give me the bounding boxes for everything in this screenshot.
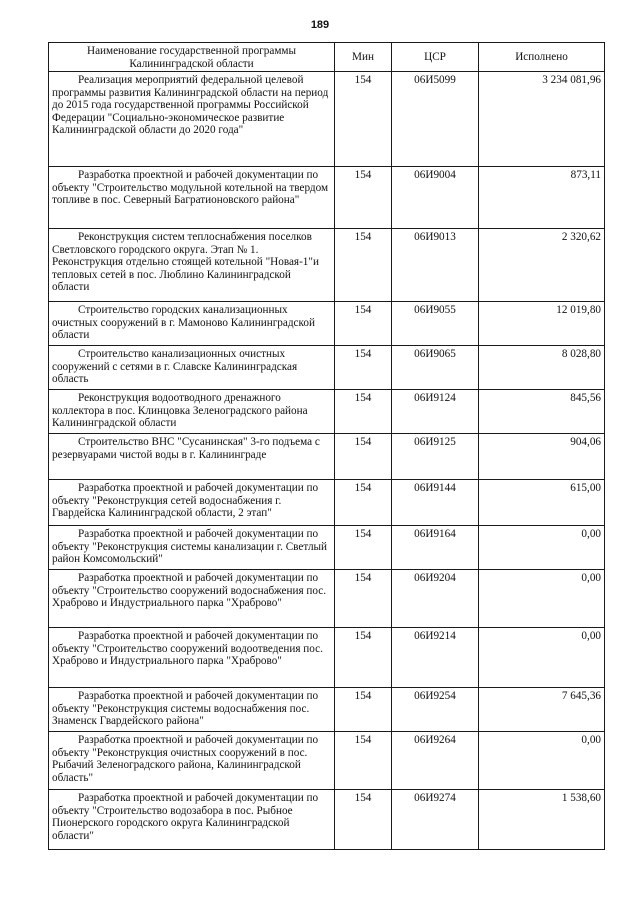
row-executed: 7 645,36 <box>479 688 605 732</box>
table-header-row <box>49 43 605 72</box>
row-ministry: 154 <box>335 229 392 302</box>
row-target-code: 06И9164 <box>392 526 479 570</box>
table-row <box>49 390 605 434</box>
table-row <box>49 790 605 850</box>
row-program-name: Разработка проектной и рабочей документации по объекту "Реконструкция системы водоснабжения пос. Знаменск Гвардейского района" <box>49 688 335 732</box>
row-executed: 0,00 <box>479 526 605 570</box>
table-row <box>49 346 605 390</box>
row-ministry: 154 <box>335 434 392 480</box>
row-target-code: 06И9125 <box>392 434 479 480</box>
row-target-code: 06И9204 <box>392 570 479 628</box>
row-executed: 3 234 081,96 <box>479 72 605 167</box>
row-ministry: 154 <box>335 688 392 732</box>
row-ministry: 154 <box>335 480 392 526</box>
header-ministry: Мин <box>335 43 392 72</box>
row-program-name: Реконструкция систем теплоснабжения поселков Светловского городского округа. Этап № 1. Реконструкция отдельно стоящей котельной "Новая-1"и тепловых сетей в пос. Люблино Калининградской области <box>49 229 335 302</box>
table-row <box>49 688 605 732</box>
row-program-name: Разработка проектной и рабочей документации по объекту "Строительство сооружений водоснабжения пос. Храброво и Индустриального парка "Храброво" <box>49 570 335 628</box>
row-program-name: Разработка проектной и рабочей документации по объекту "Реконструкция сетей водоснабжения г. Гвардейска Калининградской области, 2 этап" <box>49 480 335 526</box>
row-program-name: Строительство ВНС "Сусанинская" 3-го подъема с резервуарами чистой воды в г. Калининграде <box>49 434 335 480</box>
row-target-code: 06И9004 <box>392 167 479 229</box>
row-target-code: 06И9144 <box>392 480 479 526</box>
row-program-name: Разработка проектной и рабочей документации по объекту "Строительство модульной котельной на твердом топливе в пос. Северный Багратионовского района" <box>49 167 335 229</box>
row-executed: 0,00 <box>479 732 605 790</box>
row-executed: 2 320,62 <box>479 229 605 302</box>
row-ministry: 154 <box>335 526 392 570</box>
row-target-code: 06И9254 <box>392 688 479 732</box>
row-executed: 904,06 <box>479 434 605 480</box>
table-row <box>49 526 605 570</box>
table-row <box>49 480 605 526</box>
row-ministry: 154 <box>335 72 392 167</box>
row-ministry: 154 <box>335 167 392 229</box>
row-ministry: 154 <box>335 570 392 628</box>
row-executed: 845,56 <box>479 390 605 434</box>
row-executed: 0,00 <box>479 628 605 688</box>
row-program-name: Разработка проектной и рабочей документации по объекту "Строительство сооружений водоотведения пос. Храброво и Индустриального парка "Храброво" <box>49 628 335 688</box>
row-program-name: Строительство канализационных очистных сооружений с сетями в г. Славске Калининградская область <box>49 346 335 390</box>
row-program-name: Реконструкция водоотводного дренажного коллектора в пос. Клинцовка Зеленоградского района Калининградской области <box>49 390 335 434</box>
row-ministry: 154 <box>335 790 392 850</box>
table-row <box>49 167 605 229</box>
row-program-name: Реализация мероприятий федеральной целевой программы развития Калининградской области на период до 2015 года государственной программы Российской Федерации "Социально-экономическое развитие Калининградской области до 2020 года" <box>49 72 335 167</box>
header-target-code: ЦСР <box>392 43 479 72</box>
row-target-code: 06И9013 <box>392 229 479 302</box>
row-target-code: 06И5099 <box>392 72 479 167</box>
row-target-code: 06И9065 <box>392 346 479 390</box>
row-target-code: 06И9214 <box>392 628 479 688</box>
table-row <box>49 302 605 346</box>
header-executed: Исполнено <box>479 43 605 72</box>
row-target-code: 06И9264 <box>392 732 479 790</box>
row-program-name: Строительство городских канализационных очистных сооружений в г. Мамоново Калининградской области <box>49 302 335 346</box>
header-program-name: Наименование государственной программы Калининградской области <box>49 43 335 72</box>
row-executed: 1 538,60 <box>479 790 605 850</box>
page-number: 189 <box>310 19 330 31</box>
row-target-code: 06И9274 <box>392 790 479 850</box>
table-row <box>49 570 605 628</box>
row-target-code: 06И9124 <box>392 390 479 434</box>
row-executed: 0,00 <box>479 570 605 628</box>
row-executed: 8 028,80 <box>479 346 605 390</box>
row-ministry: 154 <box>335 346 392 390</box>
table-row <box>49 628 605 688</box>
table-row <box>49 229 605 302</box>
table-row <box>49 732 605 790</box>
row-ministry: 154 <box>335 732 392 790</box>
row-ministry: 154 <box>335 628 392 688</box>
row-program-name: Разработка проектной и рабочей документации по объекту "Строительство водозабора в пос. Рыбное Пионерского городского округа Калининградской области" <box>49 790 335 850</box>
row-program-name: Разработка проектной и рабочей документации по объекту "Реконструкция системы канализации г. Светлый район Комсомольский" <box>49 526 335 570</box>
row-executed: 873,11 <box>479 167 605 229</box>
row-program-name: Разработка проектной и рабочей документации по объекту "Реконструкция очистных сооружений в пос. Рыбачий Зеленоградского района, Калининградской область" <box>49 732 335 790</box>
row-ministry: 154 <box>335 390 392 434</box>
table-row <box>49 72 605 167</box>
table-row <box>49 434 605 480</box>
row-executed: 615,00 <box>479 480 605 526</box>
row-target-code: 06И9055 <box>392 302 479 346</box>
row-executed: 12 019,80 <box>479 302 605 346</box>
row-ministry: 154 <box>335 302 392 346</box>
budget-execution-table <box>48 42 605 850</box>
